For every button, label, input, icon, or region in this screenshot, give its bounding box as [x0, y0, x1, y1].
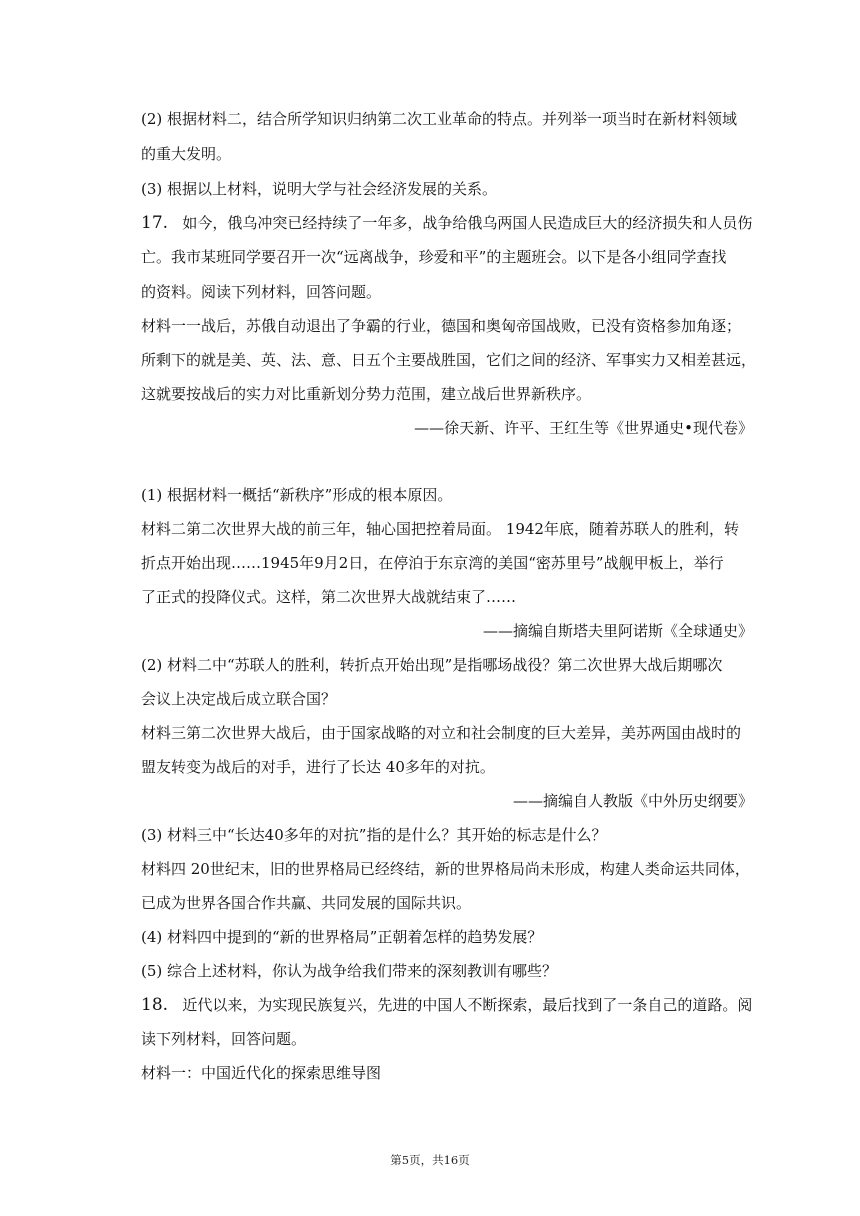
material-3-line-2: 盟友转变为战后的对手，进行了长达 40多年的对抗。	[141, 758, 495, 776]
question-17-part-5: (5) 综合上述材料，你认为战争给我们带来的深刻教训有哪些？	[141, 962, 558, 980]
material-4-line-1: 材料四 20世纪末，旧的世界格局已经终结，新的世界格局尚未形成，构建人类命运共同体，	[141, 860, 750, 878]
question-16-part-2-line-1: (2) 根据材料二，结合所学知识归纳第二次工业革命的特点。并列举一项当时在新材料领域	[141, 110, 738, 128]
question-18-intro-line-1	[141, 994, 753, 1016]
material-3-line-1: 材料三第二次世界大战后，由于国家战略的对立和社会制度的巨大差异，美苏两国由战时的	[141, 724, 742, 742]
material-1-line-3: 这就要按战后的实力对比重新划分势力范围，建立战后世界新秩序。	[141, 385, 592, 403]
question-18-intro-line-2: 读下列材料，回答问题。	[141, 1030, 307, 1048]
question-18-intro-text: 近代以来，为实现民族复兴，先进的中国人不断探索，最后找到了一条自己的道路。阅	[182, 996, 753, 1014]
material-2-line-2: 折点开始出现……1945年9月2日，在停泊于东京湾的美国“密苏里号”战舰甲板上，举行	[141, 554, 724, 572]
question-17-part-4: (4) 材料四中提到的“新的世界格局”正朝着怎样的趋势发展？	[141, 928, 543, 946]
material-4-line-2: 已成为世界各国合作共赢、共同发展的国际共识。	[141, 894, 472, 912]
question-17-part-1: (1) 根据材料一概括“新秩序”形成的根本原因。	[141, 486, 453, 504]
question-17-intro-line-2: 亡。我市某班同学要召开一次“远离战争，珍爱和平”的主题班会。以下是各小组同学查找	[141, 248, 727, 266]
question-17-intro-line-1	[141, 212, 753, 234]
material-2-line-3: 了正式的投降仪式。这样，第二次世界大战就结束了……	[141, 588, 517, 606]
material-1-line-1: 材料一一战后，苏俄自动退出了争霸的行业，德国和奥匈帝国战败，已没有资格参加角逐；	[141, 317, 742, 335]
material-1-source: ——徐天新、许平、王红生等《世界通史•现代卷》	[414, 419, 753, 437]
material-3-source: ——摘编自人教版《中外历史纲要》	[512, 792, 753, 810]
material-2-line-1: 材料二第二次世界大战的前三年，轴心国把控着局面。 1942年底，随着苏联人的胜利，转	[141, 520, 739, 538]
question-17-part-2-line-2: 会议上决定战后成立联合国？	[141, 690, 337, 708]
question-17-intro-line-3: 的资料。阅读下列材料，回答问题。	[141, 283, 382, 301]
material-1-line-2: 所剩下的就是美、英、法、意、日五个主要战胜国，它们之间的经济、军事实力又相差甚远，	[141, 351, 757, 369]
question-17-part-3: (3) 材料三中“长达40多年的对抗”指的是什么？其开始的标志是什么？	[141, 826, 607, 844]
question-18-material-1-title: 材料一：中国近代化的探索思维导图	[141, 1064, 382, 1082]
page-footer: 第5页，共16页	[390, 1153, 470, 1167]
material-2-source: ——摘编自斯塔夫里阿诺斯《全球通史》	[482, 622, 753, 640]
question-16-part-3: (3) 根据以上材料，说明大学与社会经济发展的关系。	[141, 180, 498, 198]
question-number-18: 18.	[141, 995, 169, 1015]
question-number-17: 17.	[141, 213, 169, 233]
question-17-part-2-line-1: (2) 材料二中“苏联人的胜利，转折点开始出现”是指哪场战役？第二次世界大战后期哪次	[141, 656, 723, 674]
question-17-intro-text: 如今，俄乌冲突已经持续了一年多，战争给俄乌两国人民造成巨大的经济损失和人员伤	[182, 214, 753, 232]
question-16-part-2-line-2: 的重大发明。	[141, 145, 232, 163]
